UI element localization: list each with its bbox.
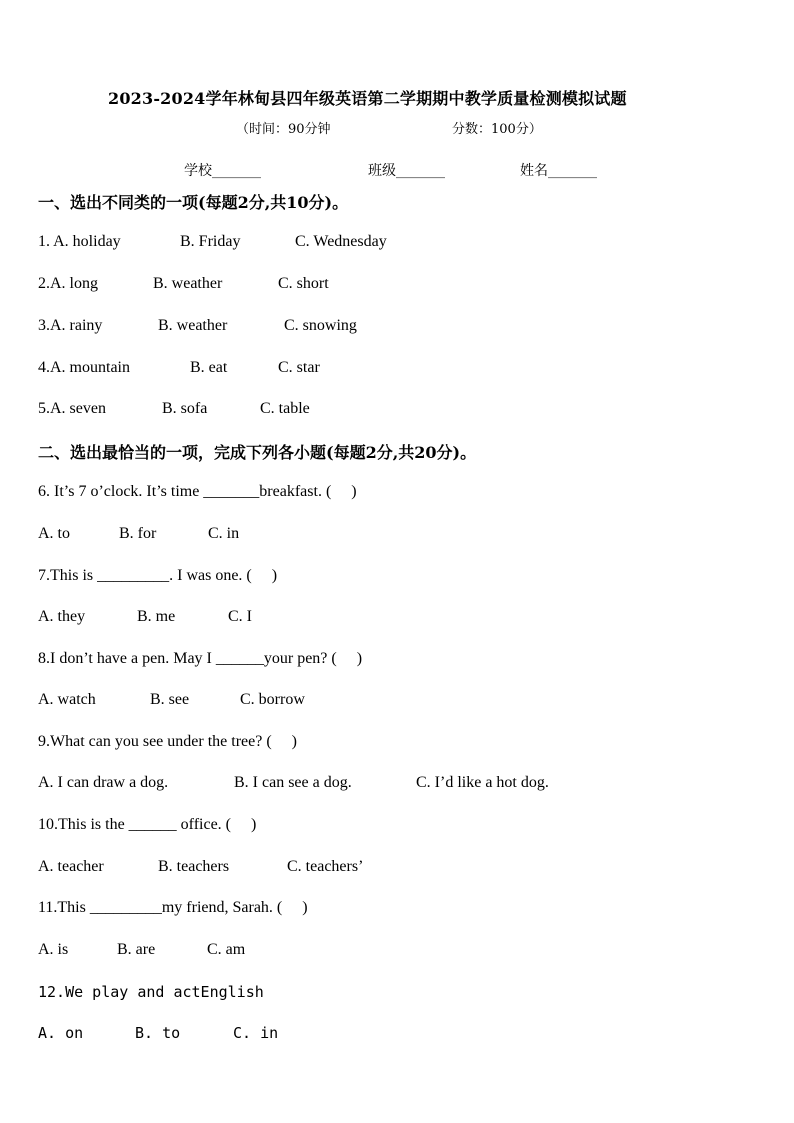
q7-stem: 7.This is _________. I was one. ( )	[38, 567, 278, 584]
q2-option-a: 2.A. long	[38, 275, 98, 292]
q4-option-c: C. star	[278, 359, 320, 376]
class-field: 班级_______	[368, 163, 445, 179]
name-field: 姓名_______	[520, 163, 597, 179]
q3-option-c: C. snowing	[284, 317, 357, 334]
q5-option-b: B. sofa	[162, 400, 208, 417]
q11-stem: 11.This _________my friend, Sarah. ( )	[38, 899, 308, 916]
q1-option-c: C. Wednesday	[295, 233, 387, 250]
q6-option-b: B. for	[119, 525, 157, 542]
q7-option-a: A. they	[38, 608, 86, 625]
q11-option-a: A. is	[38, 941, 69, 958]
q12-option-b: B. to	[135, 1024, 181, 1042]
exam-time: （时间：90分钟	[236, 122, 331, 137]
section1-heading: 一、选出不同类的一项(每题2分,共10分)。	[38, 193, 349, 212]
q10-option-a: A. teacher	[38, 858, 104, 875]
q10-stem: 10.This is the ______ office. ( )	[38, 816, 257, 833]
q8-option-b: B. see	[150, 691, 190, 708]
q8-option-a: A. watch	[38, 691, 96, 708]
q3-option-b: B. weather	[158, 317, 228, 334]
q8-stem: 8.I don’t have a pen. May I ______your pen? ( )	[38, 650, 363, 667]
q1-option-b: B. Friday	[180, 233, 241, 250]
q9-option-c: C. I’d like a hot dog.	[416, 774, 549, 791]
q9-stem: 9.What can you see under the tree? ( )	[38, 733, 297, 750]
q5-option-a: 5.A. seven	[38, 400, 106, 417]
q6-option-a: A. to	[38, 525, 70, 542]
q9-option-a: A. I can draw a dog.	[38, 774, 169, 791]
q6-option-c: C. in	[208, 525, 240, 542]
section2-heading: 二、选出最恰当的一项，完成下列各小题(每题2分,共20分)。	[38, 443, 477, 462]
q11-option-b: B. are	[117, 941, 156, 958]
q1-option-a: 1. A. holiday	[38, 233, 121, 250]
q12-stem: 12.We play and actEnglish	[38, 983, 264, 1001]
q11-option-c: C. am	[207, 941, 246, 958]
q7-option-c: C. I	[228, 608, 252, 625]
q12-option-a: A. on	[38, 1024, 84, 1042]
q5-option-c: C. table	[260, 400, 310, 417]
q8-option-c: C. borrow	[240, 691, 305, 708]
exam-score: 分数：100分）	[452, 122, 542, 137]
q10-option-b: B. teachers	[158, 858, 230, 875]
q7-option-b: B. me	[137, 608, 176, 625]
q10-option-c: C. teachers’	[287, 858, 364, 875]
q2-option-c: C. short	[278, 275, 329, 292]
q2-option-b: B. weather	[153, 275, 223, 292]
q4-option-a: 4.A. mountain	[38, 359, 130, 376]
q12-option-c: C. in	[233, 1024, 279, 1042]
school-field: 学校_______	[184, 163, 261, 179]
page-title: 2023-2024学年林甸县四年级英语第二学期期中教学质量检测模拟试题	[108, 89, 627, 108]
q4-option-b: B. eat	[190, 359, 228, 376]
q3-option-a: 3.A. rainy	[38, 317, 103, 334]
q9-option-b: B. I can see a dog.	[234, 774, 352, 791]
q6-stem: 6. It’s 7 o’clock. It’s time _______breakfast. ( )	[38, 483, 357, 500]
